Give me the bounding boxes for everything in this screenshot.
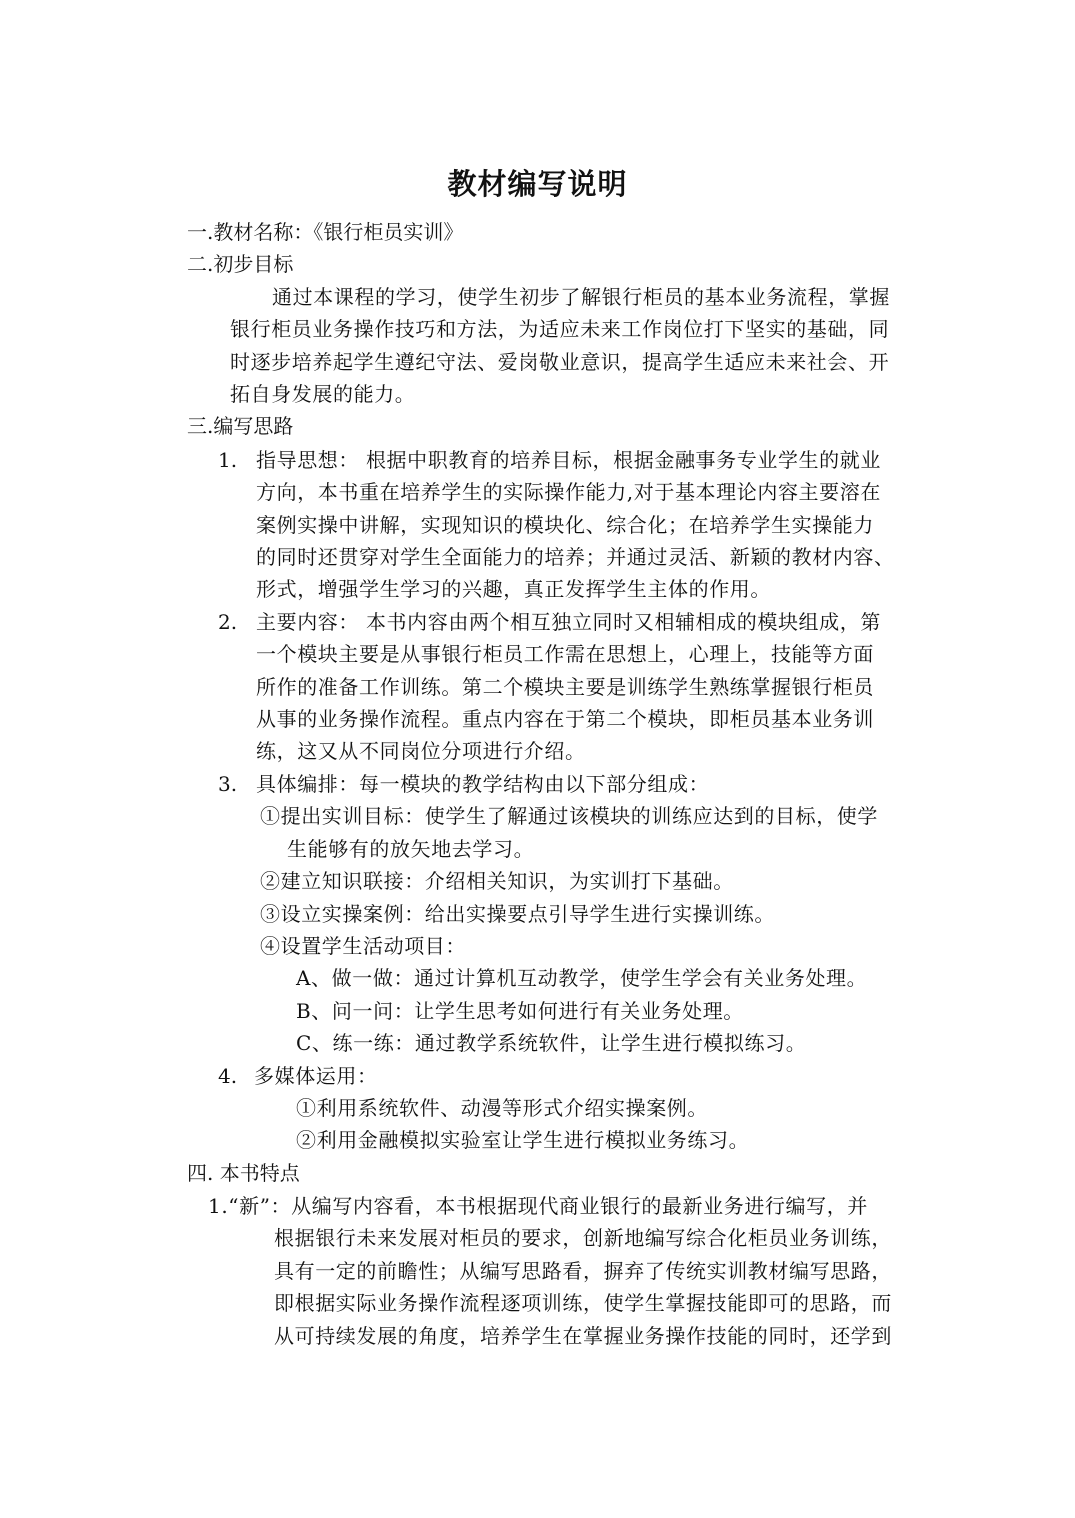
- item-4-line: 多媒体运用：: [254, 1064, 378, 1088]
- feature-1-line-2: 根据银行未来发展对柜员的要求，创新地编写综合化柜员业务训练，: [274, 1226, 892, 1250]
- item-3-sub-2: ②建立知识联接：介绍相关知识，为实训打下基础。: [260, 869, 734, 893]
- item-3-number: 3.: [218, 772, 238, 796]
- item-3-sub-a: A、做一做：通过计算机互动教学，使学生学会有关业务处理。: [296, 966, 868, 990]
- section-4-heading: 四. 本书特点: [187, 1161, 300, 1185]
- section-3-heading: 三.编写思路: [187, 414, 294, 438]
- item-3-sub-c: C、练一练：通过教学系统软件，让学生进行模拟练习。: [296, 1031, 807, 1055]
- item-1-line-5: 形式，增强学生学习的兴趣，真正发挥学生主体的作用。: [256, 577, 771, 601]
- document-title: 教材编写说明: [447, 167, 628, 201]
- feature-1-line-4: 即根据实际业务操作流程逐项训练，使学生掌握技能即可的思路，而: [274, 1291, 892, 1315]
- item-4-number: 4.: [218, 1064, 238, 1088]
- section-2-line-3: 时逐步培养起学生遵纪守法、爱岗敬业意识，提高学生适应未来社会、开: [230, 350, 890, 374]
- item-3-sub-4: ④设置学生活动项目：: [260, 934, 466, 958]
- section-2-line-1: 通过本课程的学习，使学生初步了解银行柜员的基本业务流程，掌握: [272, 285, 890, 309]
- item-1-line-3: 案例实操中讲解，实现知识的模块化、综合化；在培养学生实操能力: [256, 513, 874, 537]
- item-3-sub-1-line-1: ①提出实训目标：使学生了解通过该模块的训练应达到的目标，使学: [260, 804, 878, 828]
- section-2-heading: 二.初步目标: [187, 252, 294, 276]
- item-2-line-4: 从事的业务操作流程。重点内容在于第二个模块，即柜员基本业务训: [256, 707, 874, 731]
- item-2-line-5: 练，这又从不同岗位分项进行介绍。: [256, 739, 586, 763]
- section-2-line-2: 银行柜员业务操作技巧和方法，为适应未来工作岗位打下坚实的基础，同: [230, 317, 890, 341]
- section-2-line-4: 拓自身发展的能力。: [230, 382, 416, 406]
- item-1-line-1: 指导思想： 根据中职教育的培养目标，根据金融事务专业学生的就业: [256, 448, 881, 472]
- item-3-sub-1-line-2: 生能够有的放矢地去学习。: [287, 837, 535, 861]
- item-3-line: 具体编排：每一模块的教学结构由以下部分组成：: [256, 772, 710, 796]
- item-4-sub-2: ②利用金融模拟实验室让学生进行模拟业务练习。: [296, 1128, 750, 1152]
- item-1-line-4: 的同时还贯穿对学生全面能力的培养；并通过灵活、新颖的教材内容、: [256, 545, 895, 569]
- feature-1-line-5: 从可持续发展的角度，培养学生在掌握业务操作技能的同时，还学到: [274, 1324, 892, 1348]
- feature-1-line-3: 具有一定的前瞻性；从编写思路看，摒弃了传统实训教材编写思路，: [274, 1259, 892, 1283]
- item-2-line-2: 一个模块主要是从事银行柜员工作需在思想上，心理上，技能等方面: [256, 642, 874, 666]
- item-1-number: 1.: [218, 448, 238, 472]
- item-3-sub-3: ③设立实操案例：给出实操要点引导学生进行实操训练。: [260, 902, 775, 926]
- item-2-number: 2.: [218, 610, 238, 634]
- item-3-sub-b: B、问一问：让学生思考如何进行有关业务处理。: [296, 999, 744, 1023]
- item-1-line-2: 方向，本书重在培养学生的实际操作能力,对于基本理论内容主要溶在: [256, 480, 881, 504]
- feature-1-line-1: 1.“新”：从编写内容看，本书根据现代商业银行的最新业务进行编写，并: [208, 1194, 868, 1218]
- item-4-sub-1: ①利用系统软件、动漫等形式介绍实操案例。: [296, 1096, 708, 1120]
- section-1-heading: 一.教材名称：《银行柜员实训》: [187, 220, 464, 244]
- item-2-line-1: 主要内容： 本书内容由两个相互独立同时又相辅相成的模块组成，第: [256, 610, 881, 634]
- item-2-line-3: 所作的准备工作训练。第二个模块主要是训练学生熟练掌握银行柜员: [256, 675, 874, 699]
